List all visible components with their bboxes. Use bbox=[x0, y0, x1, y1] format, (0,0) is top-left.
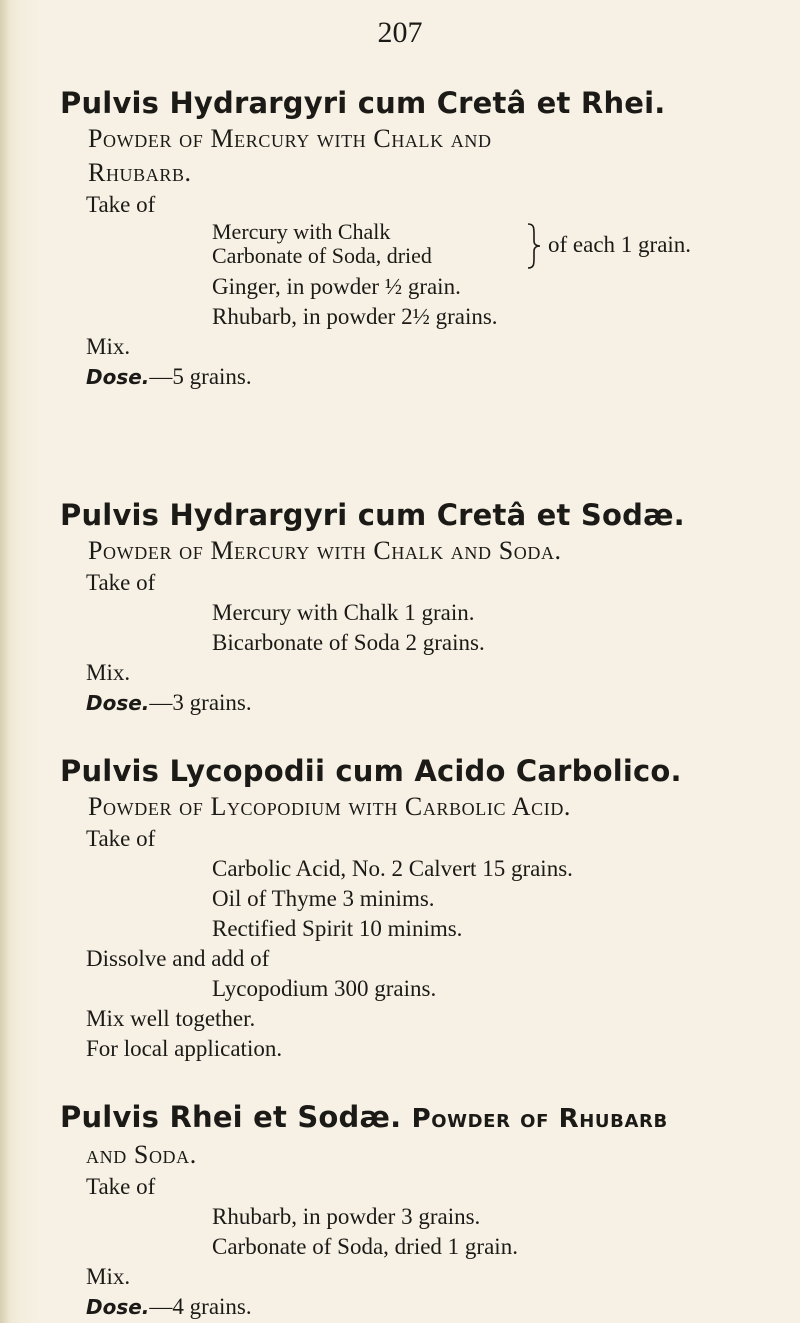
page-edge-shadow bbox=[0, 0, 10, 1323]
recipe-rhei-sodae bbox=[60, 1098, 780, 1322]
ingredient-line: Carbonate of Soda, dried 1 grain. bbox=[212, 1234, 518, 1259]
dose-line bbox=[60, 688, 780, 718]
ingredient-line: Rectified Spirit 10 minims. bbox=[212, 916, 463, 941]
recipe-hydrargyri-rhei bbox=[60, 84, 780, 392]
recipe-title: Pulvis Lycopodii cum Acido Carbolico. bbox=[60, 754, 682, 788]
right-brace-icon bbox=[526, 222, 542, 270]
instruction: Mix. bbox=[86, 334, 131, 359]
ingredient-line: Mercury with Chalk bbox=[212, 219, 391, 244]
recipe-lycopodii-carbolico bbox=[60, 752, 780, 1064]
take-of-label: Take of bbox=[86, 192, 156, 217]
take-of-label: Take of bbox=[86, 570, 156, 595]
recipe-subtitle-continued: Rhubarb. bbox=[88, 158, 192, 187]
instruction: Dissolve and add of bbox=[86, 946, 270, 971]
ingredient-line: Ginger, in powder ½ grain. bbox=[212, 274, 461, 299]
instruction: Mix well together. bbox=[86, 1006, 256, 1031]
ingredient-line: Carbolic Acid, No. 2 Calvert 15 grains. bbox=[212, 856, 573, 881]
recipe-subtitle-continued: and Soda. bbox=[86, 1140, 197, 1169]
recipe-title-line bbox=[60, 1098, 780, 1138]
recipe-subtitle: Powder of Rhubarb bbox=[411, 1104, 668, 1134]
take-of-label: Take of bbox=[86, 826, 156, 851]
page-number: 207 bbox=[377, 16, 423, 49]
dose-value: —3 grains. bbox=[149, 690, 252, 715]
recipe-subtitle: Powder of Mercury with Chalk and Soda. bbox=[88, 536, 562, 565]
dose-value: —5 grains. bbox=[149, 364, 252, 389]
ingredient-line: Rhubarb, in powder 3 grains. bbox=[212, 1204, 481, 1229]
dose-label: Dose. bbox=[86, 1295, 150, 1319]
dose-line bbox=[60, 1292, 780, 1322]
dose-line bbox=[60, 362, 780, 392]
ingredient-line: Carbonate of Soda, dried bbox=[212, 243, 432, 268]
take-of-label: Take of bbox=[86, 1174, 156, 1199]
recipe-title: Pulvis Hydrargyri cum Cretâ et Sodæ. bbox=[60, 498, 685, 532]
recipe-subtitle: Powder of Mercury with Chalk and bbox=[88, 124, 492, 153]
dose-label: Dose. bbox=[86, 365, 150, 389]
instruction: Mix. bbox=[86, 660, 131, 685]
ingredient-line: Rhubarb, in powder 2½ grains. bbox=[212, 304, 498, 329]
ingredient-line: Lycopodium 300 grains. bbox=[212, 976, 437, 1001]
ingredient-line: Bicarbonate of Soda 2 grains. bbox=[212, 630, 485, 655]
ingredient-line: Oil of Thyme 3 minims. bbox=[212, 886, 435, 911]
instruction: Mix. bbox=[86, 1264, 131, 1289]
ingredient-line: Mercury with Chalk 1 grain. bbox=[212, 600, 475, 625]
recipe-title: Pulvis Hydrargyri cum Cretâ et Rhei. bbox=[60, 86, 666, 120]
brace-note: of each 1 grain. bbox=[548, 232, 692, 257]
dose-label: Dose. bbox=[86, 691, 150, 715]
dose-value: —4 grains. bbox=[149, 1294, 252, 1319]
braced-ingredients bbox=[60, 220, 780, 272]
recipe-title: Pulvis Rhei et Sodæ. bbox=[60, 1100, 402, 1134]
instruction: For local application. bbox=[86, 1036, 283, 1061]
recipe-subtitle: Powder of Lycopodium with Carbolic Acid. bbox=[88, 792, 572, 821]
recipe-hydrargyri-sodae bbox=[60, 496, 780, 718]
